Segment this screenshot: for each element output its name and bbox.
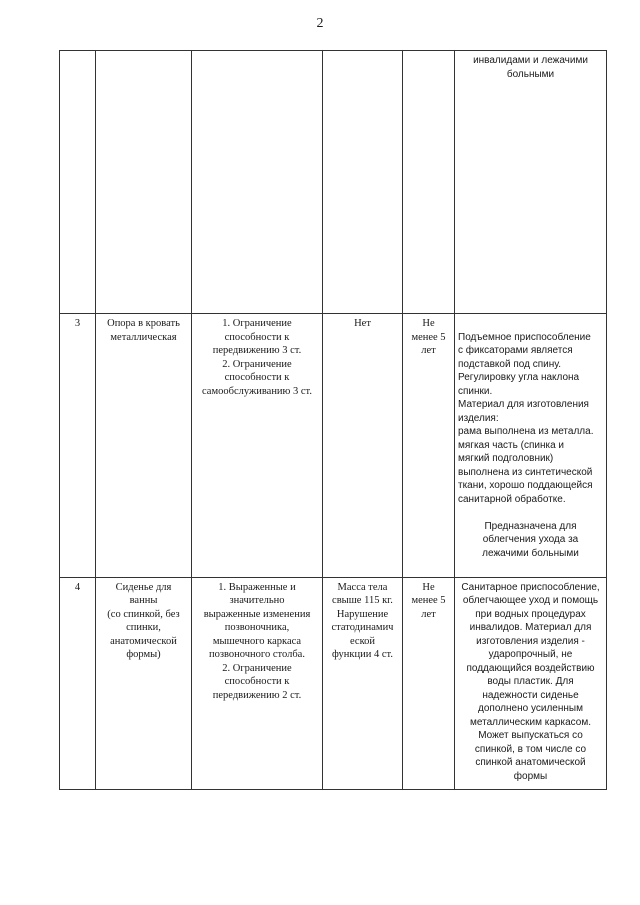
indications: 1. Ограничение способности к передвижению 3 ст. 2. Ограничение способности к самообслуживанию 3 ст. [192, 314, 323, 578]
contraindications: Масса тела свыше 115 кг. Нарушение статодинамич еской функции 4 ст. [323, 577, 403, 789]
page-number: 2 [316, 16, 324, 31]
aids-table [59, 50, 607, 790]
description-main: Подъемное приспособление с фиксаторами является подставкой под спину. Регулировку угла наклона спинки. Материал для изготовления изделия: рама выполнена из металла. мягкая часть (спинка и мягкий подголовник) выполнена из синтетической ткани, хорошо поддающейся санитарной обработке. [458, 331, 594, 505]
description-purpose: Предназначена для облегчения ухода за лежачими больными [482, 520, 579, 559]
table-row [60, 577, 607, 789]
item-description [455, 314, 607, 578]
row-number: 4 [60, 577, 96, 789]
indications: 1. Выраженные и значительно выраженные изменения позвоночника, мышечного каркаса позвоночного столба. 2. Ограничение способности к передвижению 2 ст. [192, 577, 323, 789]
service-term: Не менее 5 лет [403, 314, 455, 578]
item-description: Санитарное приспособление, облегчающее уход и помощь при водных процедурах инвалидов. Материал для изготовления изделия - ударопрочный, не поддающийся воздействию воды пластик. Для надежности сиденье дополнено усиленным металлическим каркасом. Может выпускаться со спинкой, в том числе со спинкой анатомической формы [455, 577, 607, 789]
table-row [60, 314, 607, 578]
item-name: Опора в кровать металлическая [96, 314, 192, 578]
service-term: Не менее 5 лет [403, 577, 455, 789]
item-description: инвалидами и лежачими больными [455, 51, 607, 314]
contraindications [323, 51, 403, 314]
table-row [60, 51, 607, 314]
item-name: Сиденье для ванны (со спинкой, без спинки, анатомической формы) [96, 577, 192, 789]
indications [192, 51, 323, 314]
contraindications: Нет [323, 314, 403, 578]
row-number: 3 [60, 314, 96, 578]
item-name [96, 51, 192, 314]
service-term [403, 51, 455, 314]
row-number [60, 51, 96, 314]
